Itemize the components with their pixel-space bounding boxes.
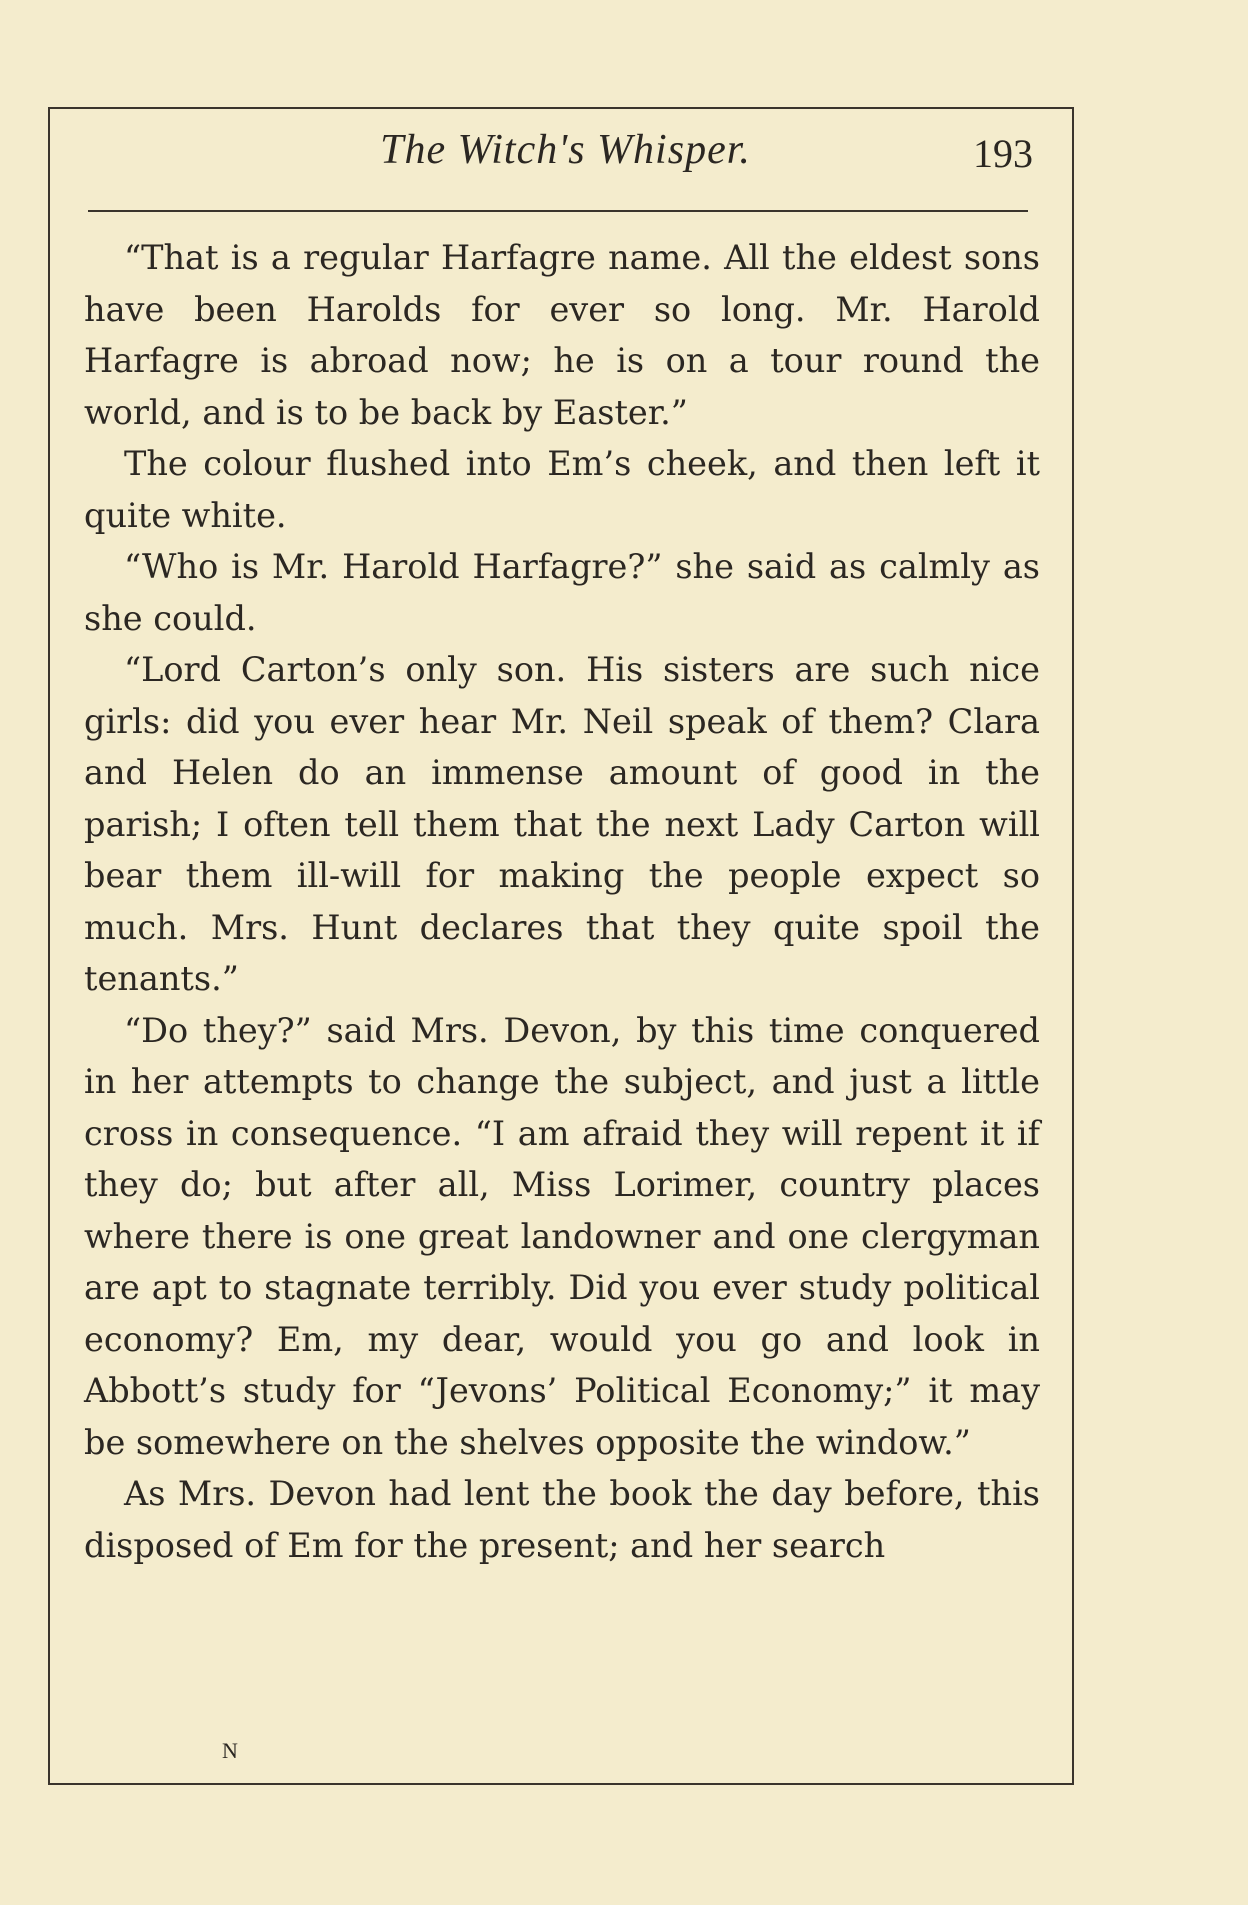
paragraph: “That is a regular Harfagre name. All the eldest sons have been Harolds for ever so long. Mr. Harold Harfagre is abroad now; he is on a tour round the world, and is to be back by Easter.” — [84, 238, 1040, 432]
body-text — [84, 232, 1040, 1571]
paragraph: As Mrs. Devon had lent the book the day before, this disposed of Em for the present; and her search — [84, 1474, 1040, 1565]
paragraph: “Who is Mr. Harold Harfagre?” she said as calmly as she could. — [84, 547, 1040, 638]
page-number: 193 — [973, 131, 1033, 176]
paragraph: “Lord Carton’s only son. His sisters are such nice girls: did you ever hear Mr. Neil speak of them? Clara and Helen do an immense amount of good in the parish; I often tell them that the next Lady Carton will bear them ill-will for making the people expect so much. Mrs. Hunt declares that they quite spoil the tenants.” — [84, 650, 1040, 998]
running-title: The Witch's Whisper. — [380, 127, 751, 173]
paragraph: The colour flushed into Em’s cheek, and then left it quite white. — [84, 444, 1040, 535]
signature-mark: N — [222, 1738, 239, 1763]
running-head — [88, 126, 1043, 196]
header-rule — [88, 210, 1028, 212]
paragraph: “Do they?” said Mrs. Devon, by this time conquered in her attempts to change the subject, and just a little cross in consequence. “I am afraid they will repent it if they do; but after all, Miss Lorimer, country places where there is one great landowner and one clergyman are apt to stagnate terribly. Did you ever study political economy? Em, my dear, would you go and look in Abbott’s study for “Jevons’ Political Economy;” it may be somewhere on the shelves opposite the window.” — [84, 1010, 1040, 1462]
